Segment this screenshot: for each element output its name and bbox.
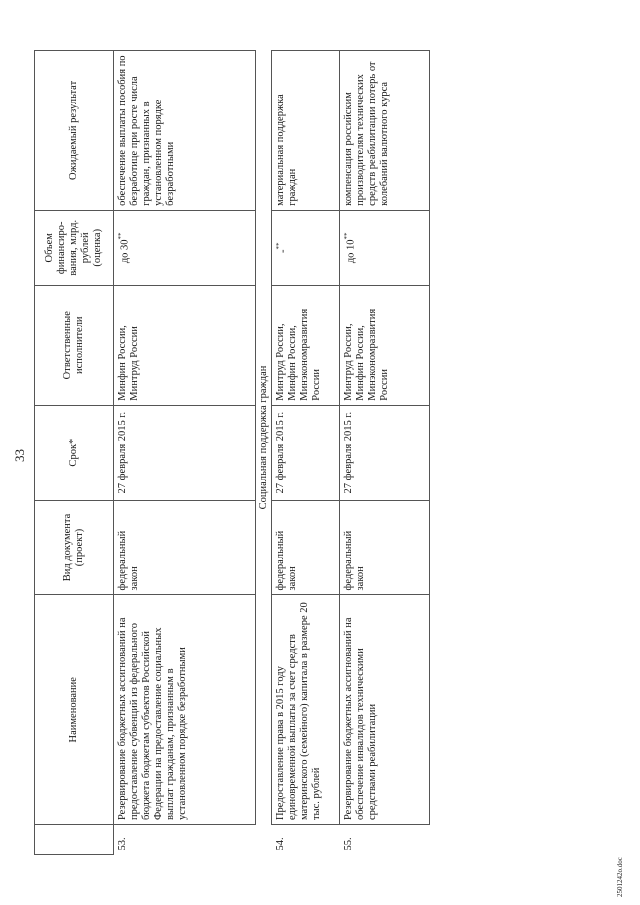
table-row (272, 51, 340, 855)
row-volume-value: до 10 (345, 239, 357, 264)
row-name: Резервирование бюджетных ассигнований на обеспечение инвалидов техническими средствами реабилитации (340, 595, 430, 825)
row-deadline: 27 февраля 2015 г. (340, 405, 430, 500)
section-title: Социальная поддержка граждан (256, 51, 272, 825)
header-doc-type: Вид документа (проект) (35, 500, 114, 595)
row-result: компенсация российским производителям технических средств реабилитации потерь от колебаний валютного курса (340, 51, 430, 211)
row-volume (340, 210, 430, 285)
table-header-row (35, 51, 114, 855)
row-deadline: 27 февраля 2015 г. (114, 405, 256, 500)
row-volume (114, 210, 256, 285)
header-volume: Объем финансиро-вания, млрд. рублей (оценка) (35, 210, 114, 285)
row-doc-type: федеральный закон (340, 500, 430, 595)
row-result: обеспечение выплаты пособия по безработице при росте числа граждан, признанных в установленном порядке безработными (114, 51, 256, 211)
section-num-cell (256, 825, 272, 855)
section-row (256, 51, 272, 855)
table-row (340, 51, 430, 855)
row-responsible: Минфин России, Минтруд России (114, 285, 256, 405)
row-number: 55. (342, 837, 354, 851)
row-doc-type: федеральный закон (272, 500, 340, 595)
header-deadline: Срок* (35, 405, 114, 500)
measures-table (34, 50, 430, 855)
row-doc-type: федеральный закон (114, 500, 256, 595)
row-volume-footnote: ** (117, 232, 125, 240)
row-volume (272, 210, 340, 285)
header-responsible: Ответственные исполнители (35, 285, 114, 405)
row-result: материальная поддержка граждан (272, 51, 340, 211)
row-responsible: Минтруд России, Минфин России, Минэкономразвития России (272, 285, 340, 405)
row-name: Резервирование бюджетных ассигнований на предоставление субвенций из федерального бюджета бюджетам субъектов Российской Федерации на предоставление социальных выплат гражданам, признанным в установленном порядке безработными (114, 595, 256, 825)
header-result: Ожидаемый результат (35, 51, 114, 211)
row-volume-value: - (277, 249, 289, 254)
row-name: Предоставление права в 2015 году единовременной выплаты за счет средств материнского (семейного) капитала в размере 20 тыс. рублей (272, 595, 340, 825)
row-number: 54. (274, 837, 286, 851)
header-num (35, 825, 114, 855)
row-deadline: 27 февраля 2015 г. (272, 405, 340, 500)
table-row (114, 51, 256, 855)
row-volume-value: до 30 (119, 239, 131, 264)
header-name: Наименование (35, 595, 114, 825)
row-number: 53. (117, 837, 128, 851)
page-number: 33 (12, 449, 27, 462)
row-volume-footnote: ** (343, 232, 352, 240)
row-volume-footnote: ** (275, 242, 284, 250)
document-footer-code: 2501242о.doc (616, 857, 624, 897)
row-responsible: Минтруд России, Минфин России, Минэкономразвития России (340, 285, 430, 405)
